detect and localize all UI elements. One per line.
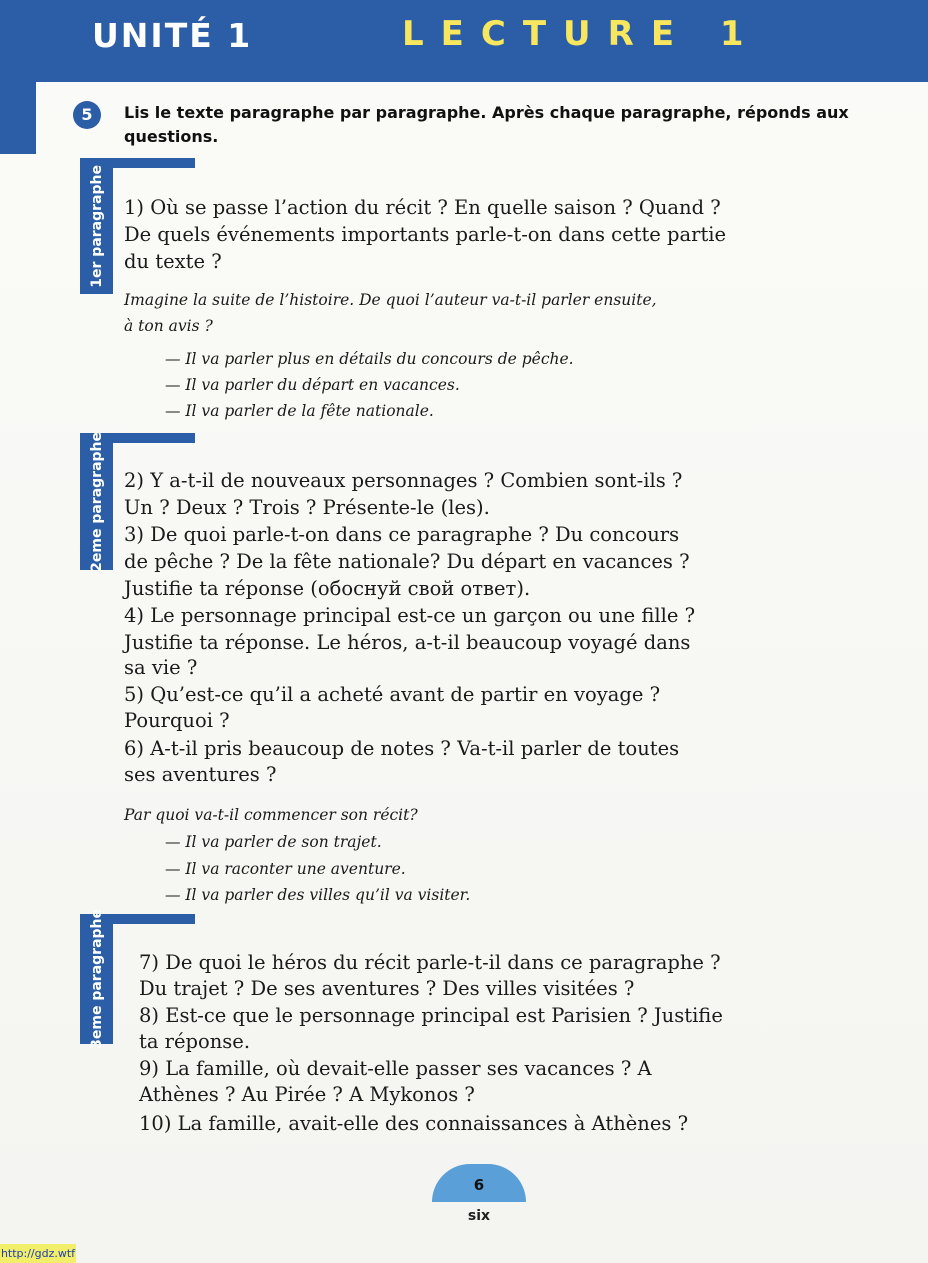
section-2-question-line: Pourquoi ? [124, 709, 230, 732]
section-2-question-line: 2) Y a-t-il de nouveaux personnages ? Combien sont-ils ? [124, 469, 683, 492]
section-2-question-line: Justifie ta réponse (обоснуй свой ответ). [124, 577, 531, 600]
section-3-question-line: 8) Est-ce que le personnage principal est Parisien ? Justifie [139, 1004, 723, 1027]
section-3-question-line: Athènes ? Au Pirée ? A Mykonos ? [139, 1083, 475, 1106]
section-1-question-line: du texte ? [124, 250, 222, 273]
section-1-option: — Il va parler du départ en vacances. [165, 376, 460, 394]
page-number: 6 [473, 1176, 485, 1194]
section-1-question-line: 1) Où se passe l’action du récit ? En quelle saison ? Quand ? [124, 196, 721, 219]
section-3-label: 3eme paragraphe [88, 909, 105, 1049]
watermark-link[interactable]: http://gdz.wtf [0, 1244, 76, 1263]
section-3-question-line: 10) La famille, avait-elle des connaissances à Athènes ? [139, 1112, 689, 1135]
section-2-question-line: 6) A-t-il pris beaucoup de notes ? Va-t-il parler de toutes [124, 737, 680, 760]
section-2-question-line: ses aventures ? [124, 763, 277, 786]
section-3-question-line: 9) La famille, où devait-elle passer ses vacances ? A [139, 1057, 652, 1080]
section-1-prompt-line: Imagine la suite de l’histoire. De quoi l’auteur va-t-il parler ensuite, [124, 291, 657, 309]
section-3-question-line: Du trajet ? De ses aventures ? Des villes visitées ? [139, 977, 635, 1000]
section-1-question-line: De quels événements importants parle-t-on dans cette partie [124, 223, 727, 246]
section-2-question-line: 4) Le personnage principal est-ce un garçon ou une fille ? [124, 604, 696, 627]
section-2-question-line: 5) Qu’est-ce qu’il a acheté avant de partir en voyage ? [124, 683, 661, 706]
section-2-option: — Il va parler des villes qu’il va visiter. [165, 886, 471, 904]
page-number-word: six [467, 1208, 491, 1224]
section-1-label: 1er paragraphe [88, 164, 105, 288]
section-2-question-line: de pêche ? De la fête nationale? Du départ en vacances ? [124, 550, 690, 573]
section-2-label: 2eme paragraphe [88, 431, 105, 572]
section-3-question-line: 7) De quoi le héros du récit parle-t-il dans ce paragraphe ? [139, 951, 721, 974]
section-2-question-line: sa vie ? [124, 656, 198, 679]
exercise-instruction: Lis le texte paragraphe par paragraphe. Après chaque paragraphe, réponds aux questions. [124, 103, 849, 146]
section-2-question-line: Un ? Deux ? Trois ? Présente-le (les). [124, 496, 490, 519]
section-1-option: — Il va parler de la fête nationale. [165, 402, 434, 420]
lecture-title: LECTURE 1 [402, 14, 761, 54]
exercise-number-badge: 5 [73, 101, 101, 129]
section-2-option: — Il va parler de son trajet. [165, 833, 382, 851]
section-3-question-line: ta réponse. [139, 1030, 251, 1053]
section-2-question-line: Justifie ta réponse. Le héros, a-t-il beaucoup voyagé dans [124, 631, 691, 654]
section-2-prompt-line: Par quoi va-t-il commencer son récit? [124, 806, 418, 824]
header-left-stripe [0, 82, 36, 154]
unit-title: UNITÉ 1 [92, 16, 253, 55]
section-1-option: — Il va parler plus en détails du concours de pêche. [165, 350, 574, 368]
section-2-question-line: 3) De quoi parle-t-on dans ce paragraphe ? Du concours [124, 523, 680, 546]
section-2-option: — Il va raconter une aventure. [165, 860, 406, 878]
section-1-prompt-line: à ton avis ? [124, 317, 213, 335]
